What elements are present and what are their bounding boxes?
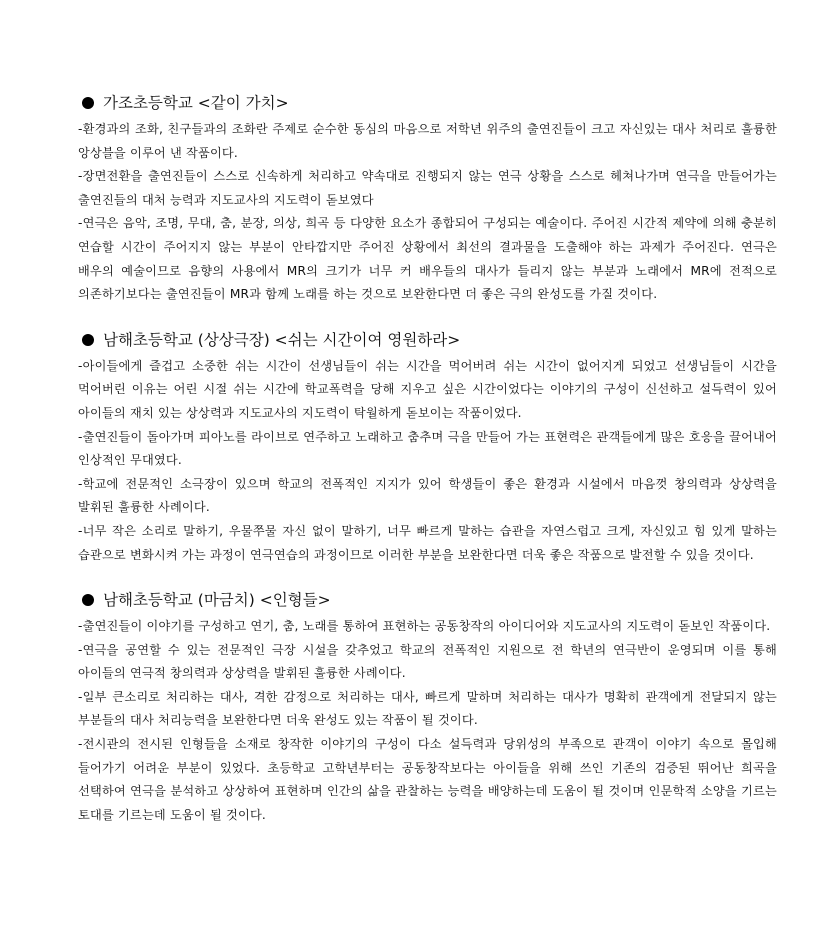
section-title: 남해초등학교 (마금치) <인형들> (103, 591, 331, 610)
section-heading (78, 327, 777, 353)
review-paragraph: -연극은 음악, 조명, 무대, 춤, 분장, 의상, 희곡 등 다양한 요소가 종합되어 구성되는 예술이다. 주어진 시간적 제약에 의해 충분히 연습할 시간이 주어지지 않는 부분이 안타깝지만 주어진 상황에서 최선의 결과물을 도출해야 하는 과제가 주어진다. 연극은 배우의 예술이므로 음향의 사용에서 MR의 크기가 너무 커 배우들의 대사가 들리지 않는 부분과 노래에서 MR에 전적으로 의존하기보다는 출연진들이 MR과 함께 노래를 하는 것으로 보완한다면 더 좋은 극의 완성도를 가질 것이다. (78, 216, 778, 302)
section-title: 남해초등학교 (상상극장) <쉬는 시간이여 영원하라> (103, 330, 461, 349)
review-section-gajo (78, 90, 777, 307)
section-title: 가조초등학교 <같이 가치> (103, 94, 289, 112)
review-paragraph: -연극을 공연할 수 있는 전문적인 극장 시설을 갖추었고 학교의 전폭적인 지원으로 전 학년의 연극반이 운영되며 이를 통해 아이들의 연극적 창의력과 상상력을 발휘된 훌륭한 사례이다. (78, 642, 777, 681)
review-paragraph: -일부 큰소리로 처리하는 대사, 격한 감정으로 처리하는 대사, 빠르게 말하며 처리하는 대사가 명확히 관객에게 전달되지 않는 부분들의 대사 처리능력을 보완한다면 더욱 완성도 있는 작품이 될 것이다. (78, 689, 777, 728)
bullet-icon (82, 594, 94, 606)
section-heading (78, 587, 777, 613)
review-paragraph: -너무 작은 소리로 말하기, 우물쭈물 자신 없이 말하기, 너무 빠르게 말하는 습관을 자연스럽고 크게, 자신있고 힘 있게 말하는 습관으로 변화시켜 가는 과정이 연극연습의 과정이므로 이러한 부분을 보완한다면 더욱 좋은 작품으로 발전할 수 있을 것이다. (78, 523, 777, 562)
bullet-icon (82, 334, 94, 346)
review-paragraph: -출연진들이 이야기를 구성하고 연기, 춤, 노래를 통하여 표현하는 공동창작의 아이디어와 지도교사의 지도력이 돋보인 작품이다. (78, 619, 771, 634)
review-section-namhae-magumchi (78, 587, 777, 827)
review-paragraph: -아이들에게 즐겁고 소중한 쉬는 시간이 선생님들이 쉬는 시간을 먹어버려 쉬는 시간이 없어지게 되었고 선생님들이 시간을 먹어버린 이유는 어린 시절 쉬는 시간에 학교폭력을 당해 지우고 싶은 시간이었다는 이야기의 구성이 신선하고 설득력이 있어 아이들의 재치 있는 상상력과 지도교사의 지도력이 탁월하게 돋보이는 작품이었다. (78, 358, 777, 420)
review-paragraph: -학교에 전문적인 소극장이 있으며 학교의 전폭적인 지지가 있어 학생들이 좋은 환경과 시설에서 마음껏 창의력과 상상력을 발휘된 훌륭한 사례이다. (78, 476, 777, 515)
review-paragraph: -장면전환을 출연진들이 스스로 신속하게 처리하고 약속대로 진행되지 않는 연극 상황을 스스로 헤쳐나가며 연극을 만들어가는 출연진들의 대처 능력과 지도교사의 지도력이 돋보였다 (78, 169, 777, 207)
review-paragraph: -출연진들이 돌아가며 피아노를 라이브로 연주하고 노래하고 춤추며 극을 만들어 가는 표현력은 관객들에게 많은 호응을 끌어내어 인상적인 무대였다. (78, 429, 777, 468)
review-paragraph: -전시관의 전시된 인형들을 소재로 창작한 이야기의 구성이 다소 설득력과 당위성의 부족으로 관객이 이야기 속으로 몰입해 들어가기 어려운 부분이 있었다. 초등학교 고학년부터는 공동창작보다는 아이들을 위해 쓰인 기존의 검증된 뛰어난 희곡을 선택하여 연극을 분석하고 상상하여 표현하며 인간의 삶을 관찰하는 능력을 배양하는데 도움이 될 것이며 인문학적 소양을 기르는 토대를 기르는데 도움이 될 것이다. (78, 737, 777, 822)
bullet-icon (82, 97, 94, 109)
section-heading (78, 90, 777, 116)
review-paragraph: -환경과의 조화, 친구들과의 조화란 주제로 순수한 동심의 마음으로 저학년 위주의 출연진들이 크고 자신있는 대사 처리로 훌륭한 앙상블을 이루어 낸 작품이다. (78, 122, 777, 160)
review-section-namhae-sangsang (78, 327, 777, 567)
